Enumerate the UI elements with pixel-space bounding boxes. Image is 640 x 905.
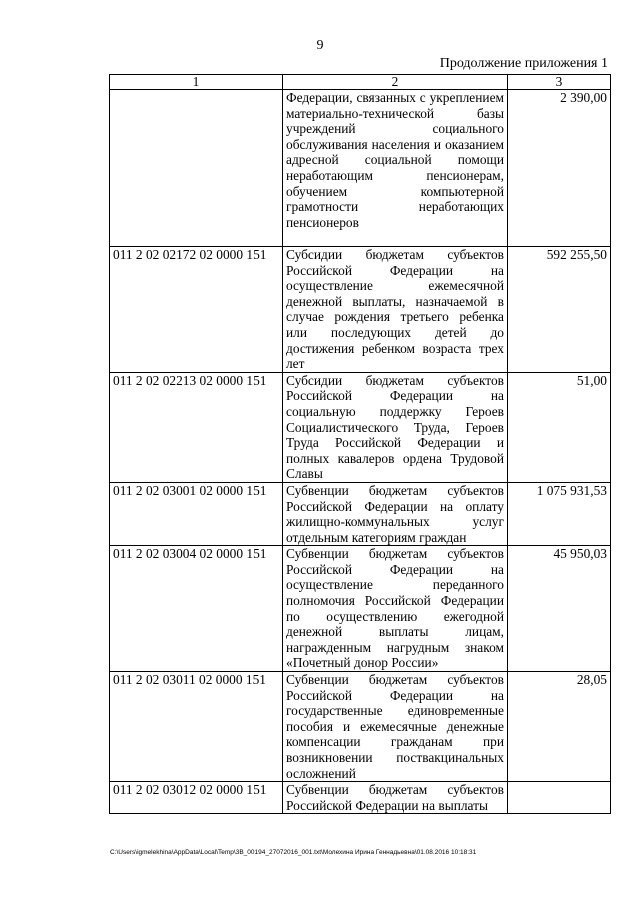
revenue-description: Субвенции бюджетам субъектов Российской Федерации на осуществление переданного полномочия Российской Федерации по осуществлению ежегодной денежной выплаты лицам, награжденным нагрудным знаком «Почетный донор России» (283, 546, 508, 672)
column-header: 3 (508, 75, 611, 90)
table-row (110, 546, 611, 672)
table-row (110, 782, 611, 814)
table-row (110, 372, 611, 482)
file-path-footer: C:\Users\igmelekhina\AppData\Local\Temp\3B_00194_27072016_001.txt\Молехина Ирина Геннадьевна\01.08.2016 10:18:31 (110, 849, 477, 856)
column-header: 2 (283, 75, 508, 90)
amount: 592 255,50 (508, 247, 611, 373)
budget-code: 011 2 02 02213 02 0000 151 (110, 372, 283, 482)
budget-code: 011 2 02 03001 02 0000 151 (110, 482, 283, 545)
revenue-description: Субвенции бюджетам субъектов Российской Федерации на выплаты (283, 782, 508, 814)
appendix-table (109, 74, 611, 814)
amount (508, 782, 611, 814)
continuation-label: Продолжение приложения 1 (439, 56, 608, 71)
page-number: 9 (316, 38, 324, 53)
budget-code: 011 2 02 03011 02 0000 151 (110, 672, 283, 782)
revenue-description: Субсидии бюджетам субъектов Российской Федерации на социальную поддержку Героев Социалистического Труда, Героев Труда Российской Федерации и полных кавалеров ордена Трудовой Славы (283, 372, 508, 482)
table-row (110, 247, 611, 373)
budget-code: 011 2 02 02172 02 0000 151 (110, 247, 283, 373)
revenue-description: Субвенции бюджетам субъектов Российской Федерации на государственные единовременные пособия и ежемесячные денежные компенсации гражданам при возникновении поствакцинальных осложнений (283, 672, 508, 782)
table-header-row (110, 75, 611, 90)
table-row (110, 672, 611, 782)
revenue-description: Федерации, связанных с укреплением материально-технической базы учреждений социального обслуживания населения и оказанием адресной социальной помощи неработающим пенсионерам, обучением компьютерной грамотности неработающих пенсионеров (283, 90, 508, 247)
amount: 1 075 931,53 (508, 482, 611, 545)
budget-code: 011 2 02 03004 02 0000 151 (110, 546, 283, 672)
amount: 45 950,03 (508, 546, 611, 672)
budget-code: 011 2 02 03012 02 0000 151 (110, 782, 283, 814)
amount: 28,05 (508, 672, 611, 782)
amount: 51,00 (508, 372, 611, 482)
table-row (110, 90, 611, 247)
table-row (110, 482, 611, 545)
revenue-description: Субвенции бюджетам субъектов Российской Федерации на оплату жилищно-коммунальных услуг отдельным категориям граждан (283, 482, 508, 545)
revenue-description: Субсидии бюджетам субъектов Российской Федерации на осуществление ежемесячной денежной выплаты, назначаемой в случае рождения третьего ребенка или последующих детей до достижения ребенком возраста трех лет (283, 247, 508, 373)
column-header: 1 (110, 75, 283, 90)
budget-code (110, 90, 283, 247)
amount: 2 390,00 (508, 90, 611, 247)
